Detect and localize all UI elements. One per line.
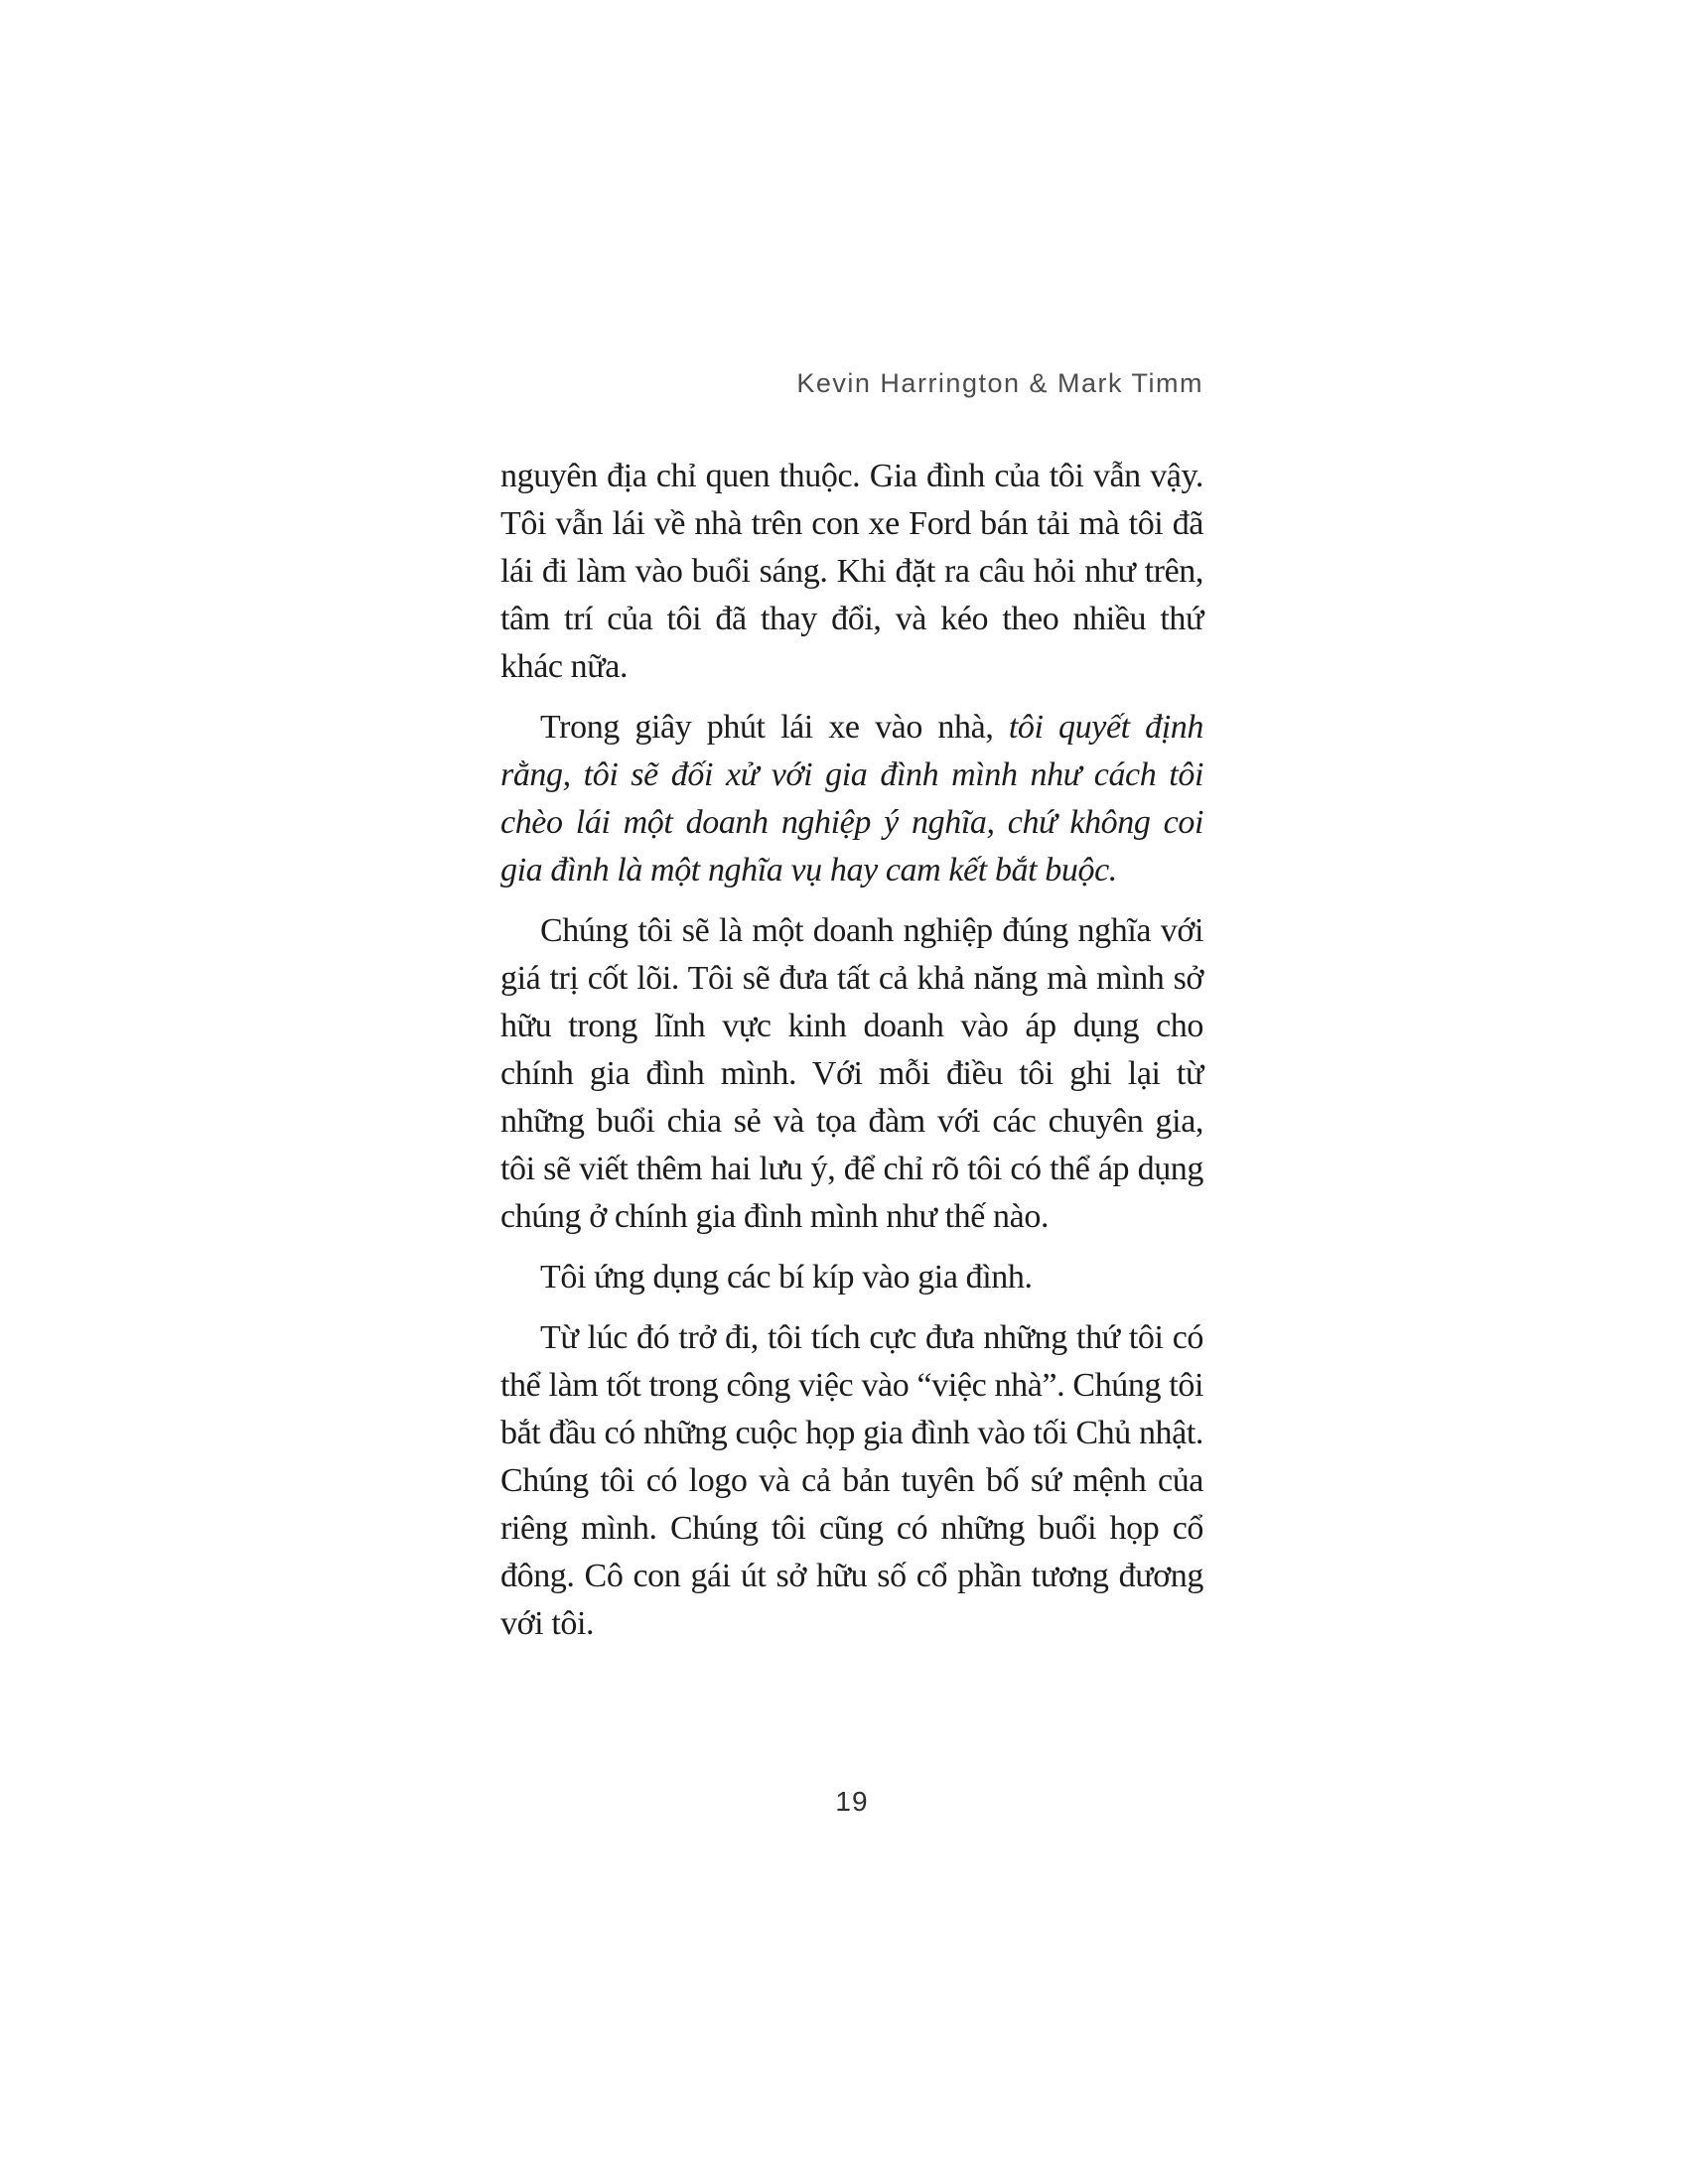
text-segment: Chúng tôi sẽ là một doanh nghiệp đúng nghĩa với giá trị cốt lõi. Tôi sẽ đưa tất cả khả năng mà mình sở hữu trong lĩnh vực kinh doanh vào áp dụng cho chính gia đình mình. Với mỗi điều tôi ghi lại từ những buổi chia sẻ và tọa đàm với các chuyên gia, tôi sẽ viết thêm hai lưu ý, để chỉ rõ tôi có thể áp dụng chúng ở chính gia đình mình như thế nào. [500,912,1203,1235]
italic-text-segment: tôi quyết định rằng, tôi sẽ đối xử với gia đình mình như cách tôi chèo lái một doanh nghiệp ý nghĩa, chứ không coi gia đình là một nghĩa vụ hay cam kết bắt buộc. [500,709,1203,888]
page-number: 19 [835,1786,869,1817]
text-segment: Từ lúc đó trở đi, tôi tích cực đưa những thứ tôi có thể làm tốt trong công việc vào “việc nhà”. Chúng tôi bắt đầu có những cuộc họp gia đình vào tối Chủ nhật. Chúng tôi có logo và cả bản tuyên bố sứ mệnh của riêng mình. Chúng tôi cũng có những buổi họp cổ đông. Cô con gái út sở hữu số cổ phần tương đương với tôi. [500,1319,1203,1642]
paragraph [500,453,1203,691]
paragraph [500,704,1203,894]
text-segment: Trong giây phút lái xe vào nhà, [540,709,1009,746]
paragraph [500,1254,1203,1301]
text-segment: nguyên địa chỉ quen thuộc. Gia đình của tôi vẫn vậy. Tôi vẫn lái về nhà trên con xe Ford bán tải mà tôi đã lái đi làm vào buổi sáng. Khi đặt ra câu hỏi như trên, tâm trí của tôi đã thay đổi, và kéo theo nhiều thứ khác nữa. [500,458,1203,685]
text-segment: Tôi ứng dụng các bí kíp vào gia đình. [540,1259,1033,1296]
paragraph [500,907,1203,1241]
body-text [500,453,1203,1648]
paragraph [500,1314,1203,1648]
running-header: Kevin Harrington & Mark Timm [796,368,1203,398]
